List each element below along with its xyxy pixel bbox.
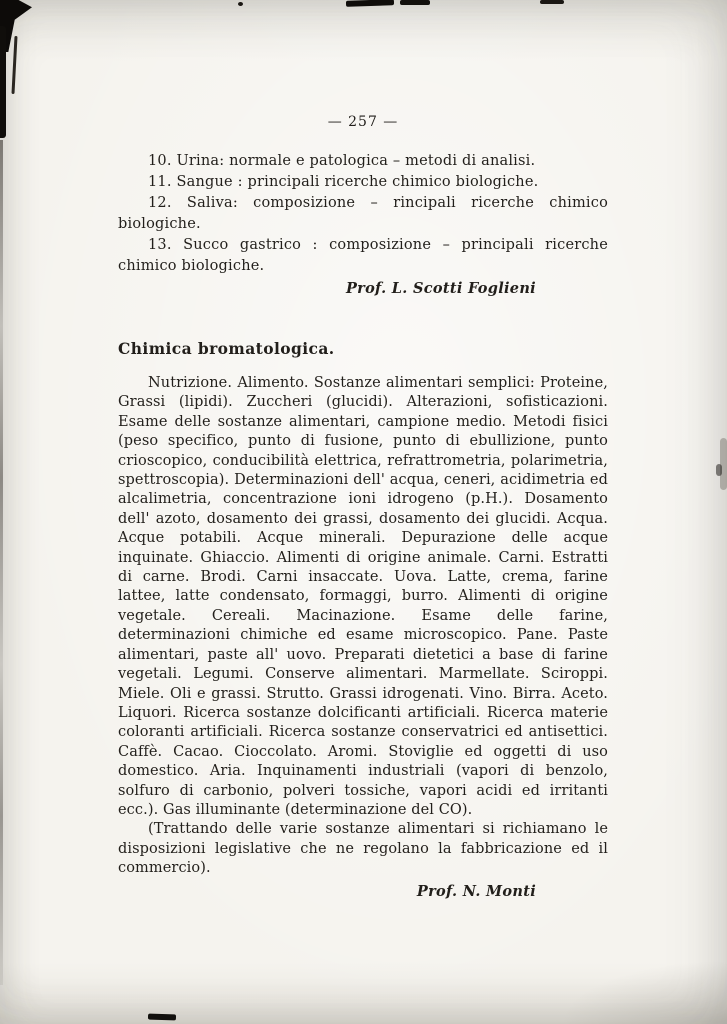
list-item-12: 12. Saliva: composizione – rincipali ricerche chimico biologiche. [118, 195, 608, 232]
list-item-11: 11. Sangue : principali ricerche chimico biologiche. [148, 174, 539, 190]
scan-artifact-corner-wedge [0, 0, 32, 52]
scan-artifact-right-dot [716, 464, 722, 476]
author-signature-scotti-foglieni: Prof. L. Scotti Foglieni [345, 280, 536, 297]
scan-artifact-right-smudge [720, 438, 727, 490]
section-heading: Chimica bromatologica. [118, 339, 335, 358]
list-item-13: 13. Succo gastrico : composizione – principali ricerche chimico biologiche. [118, 237, 608, 274]
scan-artifact-left-line [11, 36, 17, 94]
scan-artifact-bottom-right-shade [560, 960, 727, 1024]
page-number: — 257 — [327, 114, 399, 130]
list-item-10: 10. Urina: normale e patologica – metodi di analisi. [148, 153, 536, 169]
page-content [118, 0, 608, 900]
scan-artifact-bottom-dash [148, 1014, 176, 1021]
body-paragraph-1: Nutrizione. Alimento. Sostanze alimentari semplici: Proteine, Grassi (lipidi). Zuccheri (glucidi). Alterazioni, sofisticazioni. Esame delle sostanze alimentari, campione medio. Metodi fisici (peso specifico, punto di fusione, punto di ebullizione, punto crioscopico, conducibilità elettrica, refrattrometria, polarimetria, spettroscopia). Determinazioni dell' acqua, ceneri, acidimetria ed alcalimetria, concentrazione ioni idrogeno (p.H.). Dosamento dell' azoto, dosamento dei grassi, dosamento dei glucidi. Acqua. Acque potabili. Acque minerali. Depurazione delle acque inquinate. Ghiaccio. Alimenti di origine animale. Carni. Estratti di carne. Brodi. Carni insaccate. Uova. Latte, crema, farine lattee, latte condensato, formaggi, burro. Alimenti di origine vegetale. Cereali. Macinazione. Esame delle farine, determinazioni chimiche ed esame microscopico. Pane. Paste alimentari, paste all' uovo. Preparati dietetici a base di farine vegetali. Legumi. Conserve alimentari. Marmellate. Sciroppi. Miele. Oli e grassi. Strutto. Grassi idrogenati. Vino. Birra. Aceto. Liquori. Ricerca sostanze dolcificanti artificiali. Ricerca materie coloranti artificiali. Ricerca sostanze conservatrici ed antisettici. Caffè. Cacao. Cioccolato. Aromi. Stoviglie ed oggetti di uso domestico. Aria. Inquinamenti industriali (vapori di benzolo, solfuro di carbonio, polveri tossiche, vapori acidi ed irritanti ecc.). Gas illuminante (determinazione del CO). [118, 375, 608, 818]
body-paragraph-2: (Trattando delle varie sostanze alimentari si richiamano le disposizioni legislative che ne regolano la fabbricazione ed il commercio). [118, 821, 608, 877]
numbered-list [118, 151, 608, 277]
author-signature-monti: Prof. N. Monti [416, 882, 536, 900]
scan-artifact-left-bar [0, 26, 6, 138]
scan-artifact-left-edge-strip [0, 140, 3, 985]
